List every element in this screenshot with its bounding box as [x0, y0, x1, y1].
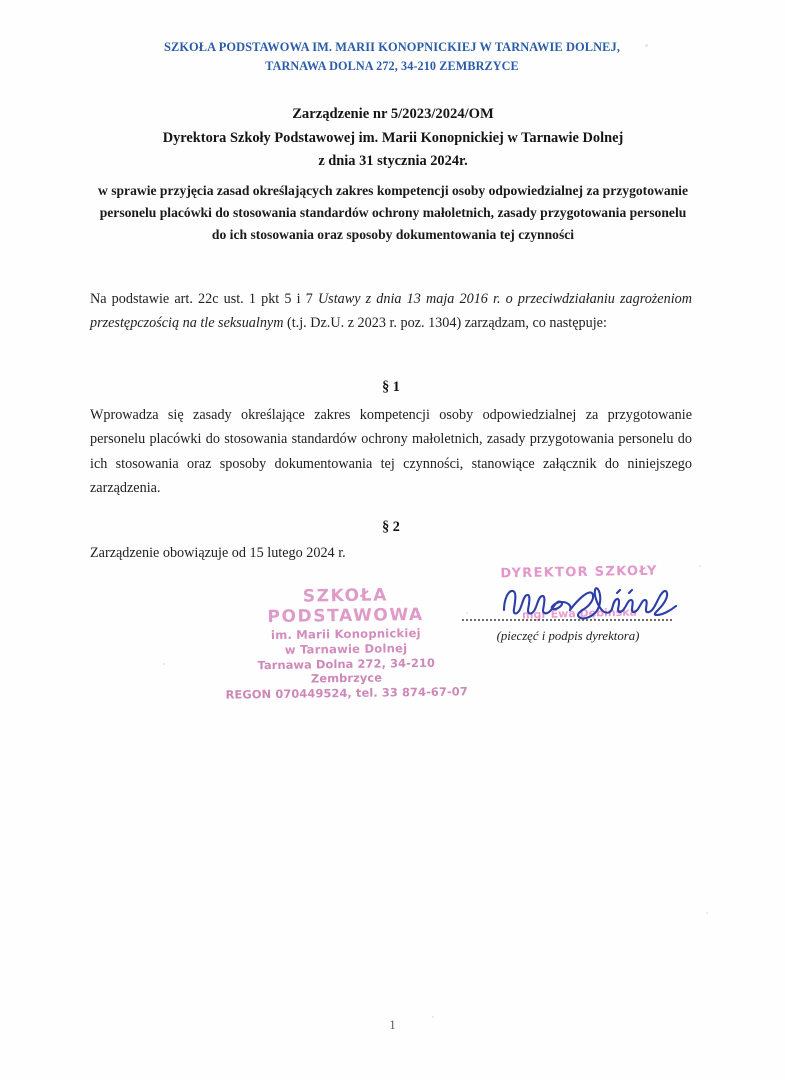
school-stamp-line-1: SZKOŁA PODSTAWOWA — [267, 585, 424, 628]
scan-speck — [163, 663, 165, 665]
title-issuer: Dyrektora Szkoły Podstawowej im. Marii Konopnickiej w Tarnawie Dolnej — [162, 129, 624, 146]
document-subject: w sprawie przyjęcia zasad określających zakres kompetencji osoby odpowiedzialnej za przygotowanie personelu placówki do stosowania standardów ochrony małoletnich, zasady przygotowania personelu do ich stosowania oraz sposoby dokumentowania tej czynności — [97, 183, 688, 243]
title-date: z dnia 31 stycznia 2024r. — [318, 152, 468, 169]
section-1-body: Wprowadza się zasady określające zakres kompetencji osoby odpowiedzialnej za przygotowanie personelu placówki do stosowania standardów ochrony małoletnich, zasady przygotowania personelu do ich stosowania oraz sposoby dokumentowania tej czynności, stanowiące załącznik do niniejszego zarządzenia. — [90, 407, 692, 497]
school-letterhead — [92, 38, 692, 76]
legal-basis-suffix: (t.j. Dz.U. z 2023 r. poz. 1304) zarządzam, co następuje: — [283, 315, 607, 332]
school-stamp-line-4: Tarnawa Dolna 272, 34-210 Zembrzyce — [257, 655, 436, 686]
director-stamp-name: mgr Ewa Dębińska — [521, 605, 638, 622]
legal-basis-act-title: Ustawy z dnia 13 maja 2016 r. o przeciwdziałaniu zagrożeniom przestępczością na tle seksualnym — [90, 291, 692, 332]
section-1-mark: § 1 — [382, 379, 400, 395]
legal-basis-paragraph — [90, 287, 692, 336]
school-stamp — [221, 584, 471, 701]
legal-basis-prefix: Na podstawie art. 22c ust. 1 pkt 5 i 7 — [90, 291, 318, 307]
scan-speck — [706, 912, 708, 914]
letterhead-line-2: TARNAWA DOLNA 272, 34-210 ZEMBRZYCE — [265, 59, 519, 74]
title-ordinance-number: Zarządzenie nr 5/2023/2024/OM — [292, 106, 494, 122]
director-signature — [500, 582, 690, 622]
school-stamp-line-2: im. Marii Konopnickiej — [270, 625, 421, 643]
section-2-body: Zarządzenie obowiązuje od 15 lutego 2024 r. — [90, 545, 346, 561]
signature-line — [462, 619, 672, 621]
scan-speck — [699, 565, 701, 567]
school-stamp-line-5: REGON 070449524, tel. 33 874-67-07 — [225, 684, 468, 702]
section-2-mark: § 2 — [382, 519, 400, 535]
director-stamp-title: DYREKTOR SZKOŁY — [500, 563, 658, 582]
school-stamp-line-3: w Tarnawie Dolnej — [284, 641, 408, 657]
page-number: 1 — [389, 1018, 396, 1032]
letterhead-line-1: SZKOŁA PODSTAWOWA IM. MARII KONOPNICKIEJ W TARNAWIE DOLNEJ, — [163, 40, 621, 54]
document-title — [88, 103, 698, 173]
signature-caption: (pieczęć i podpis dyrektora) — [496, 629, 640, 643]
